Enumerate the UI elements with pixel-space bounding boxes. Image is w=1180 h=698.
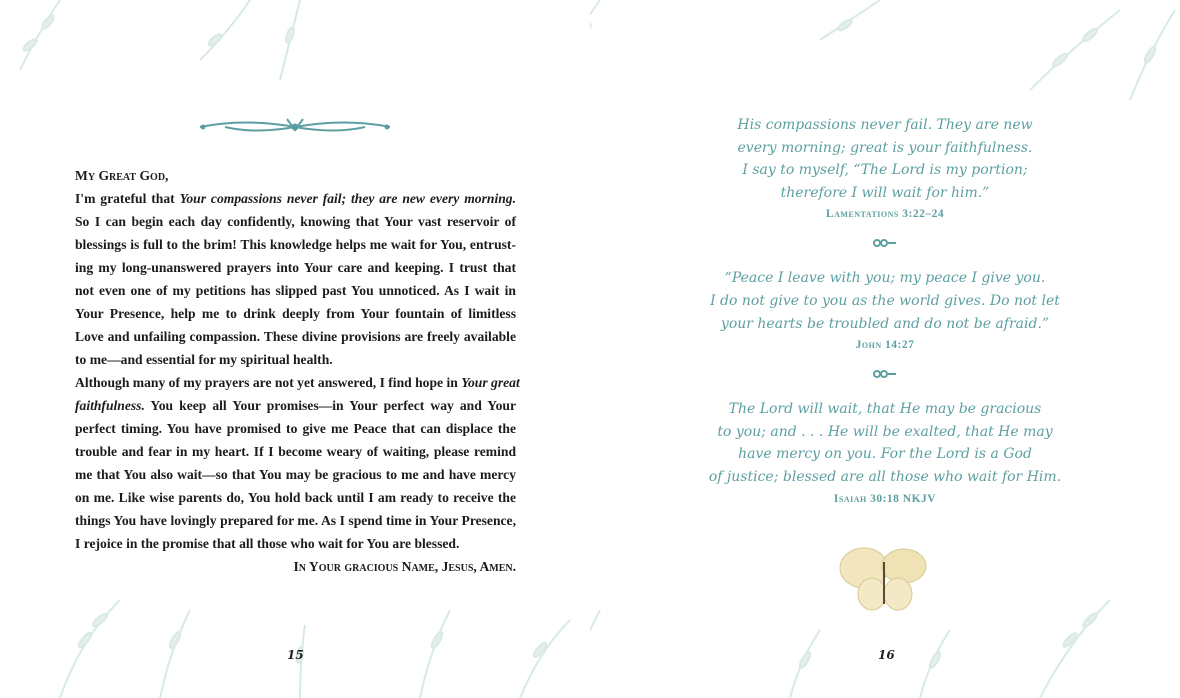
prayer-text-segment: ing my long-unanswered prayers into Your care and keeping. I trust that [75, 260, 516, 275]
prayer-signature: In Your gracious Name, Jesus, Amen. [293, 559, 516, 574]
prayer-line [75, 509, 516, 532]
prayer-line [75, 417, 516, 440]
prayer-text-segment: I rejoice in the promise that all those who wait for You are blessed. [75, 536, 460, 551]
scripture-quote: faithfulness. [75, 398, 145, 413]
prayer-text-segment: I'm grateful that [75, 191, 180, 206]
verse-reference: John 14:27 [855, 339, 915, 352]
verse-line: I say to myself, “The Lord is my portion; [742, 162, 1028, 179]
page-number: 15 [287, 648, 304, 662]
prayer-line [75, 279, 516, 302]
prayer-line [75, 210, 516, 233]
prayer-line [75, 187, 516, 210]
prayer-text-segment: blessings is full to the brim! This knowledge helps me wait for You, entrust- [75, 237, 516, 252]
verse-line: His compassions never fail. They are new [737, 117, 1033, 133]
verse-reference: Lamentations 3:22–24 [825, 208, 945, 221]
prayer-line [75, 394, 516, 417]
scripture-quote: Your compassions never fail; they are new every morning. [179, 191, 516, 206]
prayer-line [75, 440, 516, 463]
separator-ornament-icon [690, 364, 1080, 384]
verse-line: to you; and . . . He will be exalted, that He may [717, 423, 1053, 440]
prayer-text-segment: Love and unfailing compassion. These divine provisions are freely available [75, 329, 516, 344]
prayer-line [75, 348, 516, 371]
prayer-text-segment: Your Presence, help me to drink deeply from Your fountain of limitless [75, 306, 516, 321]
prayer-line [75, 302, 516, 325]
prayer-text-segment: perfect timing. You have promised to give me Peace that can displace the [75, 421, 516, 436]
separator-ornament-icon [690, 233, 1080, 253]
prayer-text-segment: Although many of my prayers are not yet answered, I find hope in [75, 375, 462, 390]
verse-block [690, 267, 1080, 354]
prayer-text-segment: trouble and fear in my heart. If I become weary of waiting, please remind [75, 444, 516, 459]
prayer-line [75, 532, 516, 555]
prayer-salutation: My Great God, [75, 168, 169, 183]
prayer-line [75, 371, 520, 394]
prayer-text-segment: You keep all Your promises—in Your perfect way and Your [144, 398, 516, 413]
prayer-line [75, 486, 516, 509]
verse-line: The Lord will wait, that He may be gracious [728, 401, 1042, 418]
prayer-line [75, 233, 516, 256]
verse-line: of justice; blessed are all those who wait for Him. [708, 468, 1062, 485]
verse-line: “Peace I leave with you; my peace I give you. [724, 270, 1046, 287]
verse-line: have mercy on you. For the Lord is a God [738, 446, 1032, 463]
scripture-quote: Your great [461, 375, 520, 390]
verse-line: your hearts be troubled and do not be afraid.” [720, 315, 1050, 332]
butterfly-icon [838, 542, 930, 614]
verse-block [690, 398, 1080, 507]
verse-block [690, 114, 1080, 223]
scripture-verses [690, 114, 1080, 508]
prayer-text-segment: me that You also wait—so that You may be gracious to me and have mercy [75, 467, 516, 482]
prayer-text [75, 164, 520, 578]
prayer-line [75, 325, 516, 348]
prayer-text-segment: on me. Like wise parents do, You hold back until I am ready to receive the [75, 490, 516, 505]
verse-reference: Isaiah 30:18 NKJV [833, 492, 937, 505]
prayer-line [75, 256, 516, 279]
prayer-text-segment: to me—and essential for my spiritual health. [75, 352, 333, 367]
verse-line: I do not give to you as the world gives. Do not let [710, 292, 1060, 309]
verse-line: every morning; great is your faithfulness. [737, 139, 1033, 156]
prayer-text-segment: not even one of my petitions has slipped past You unnoticed. As I wait in [75, 283, 516, 298]
prayer-text-segment: So I can begin each day confidently, knowing that Your vast reservoir of [75, 214, 516, 229]
prayer-line [75, 463, 516, 486]
ornament-flourish-icon [195, 116, 395, 138]
right-page [590, 0, 1180, 698]
page-number: 16 [878, 648, 895, 662]
prayer-text-segment: things You have lovingly prepared for me. As I spend time in Your Presence, [75, 513, 516, 528]
verse-line: therefore I will wait for him.” [780, 184, 990, 201]
